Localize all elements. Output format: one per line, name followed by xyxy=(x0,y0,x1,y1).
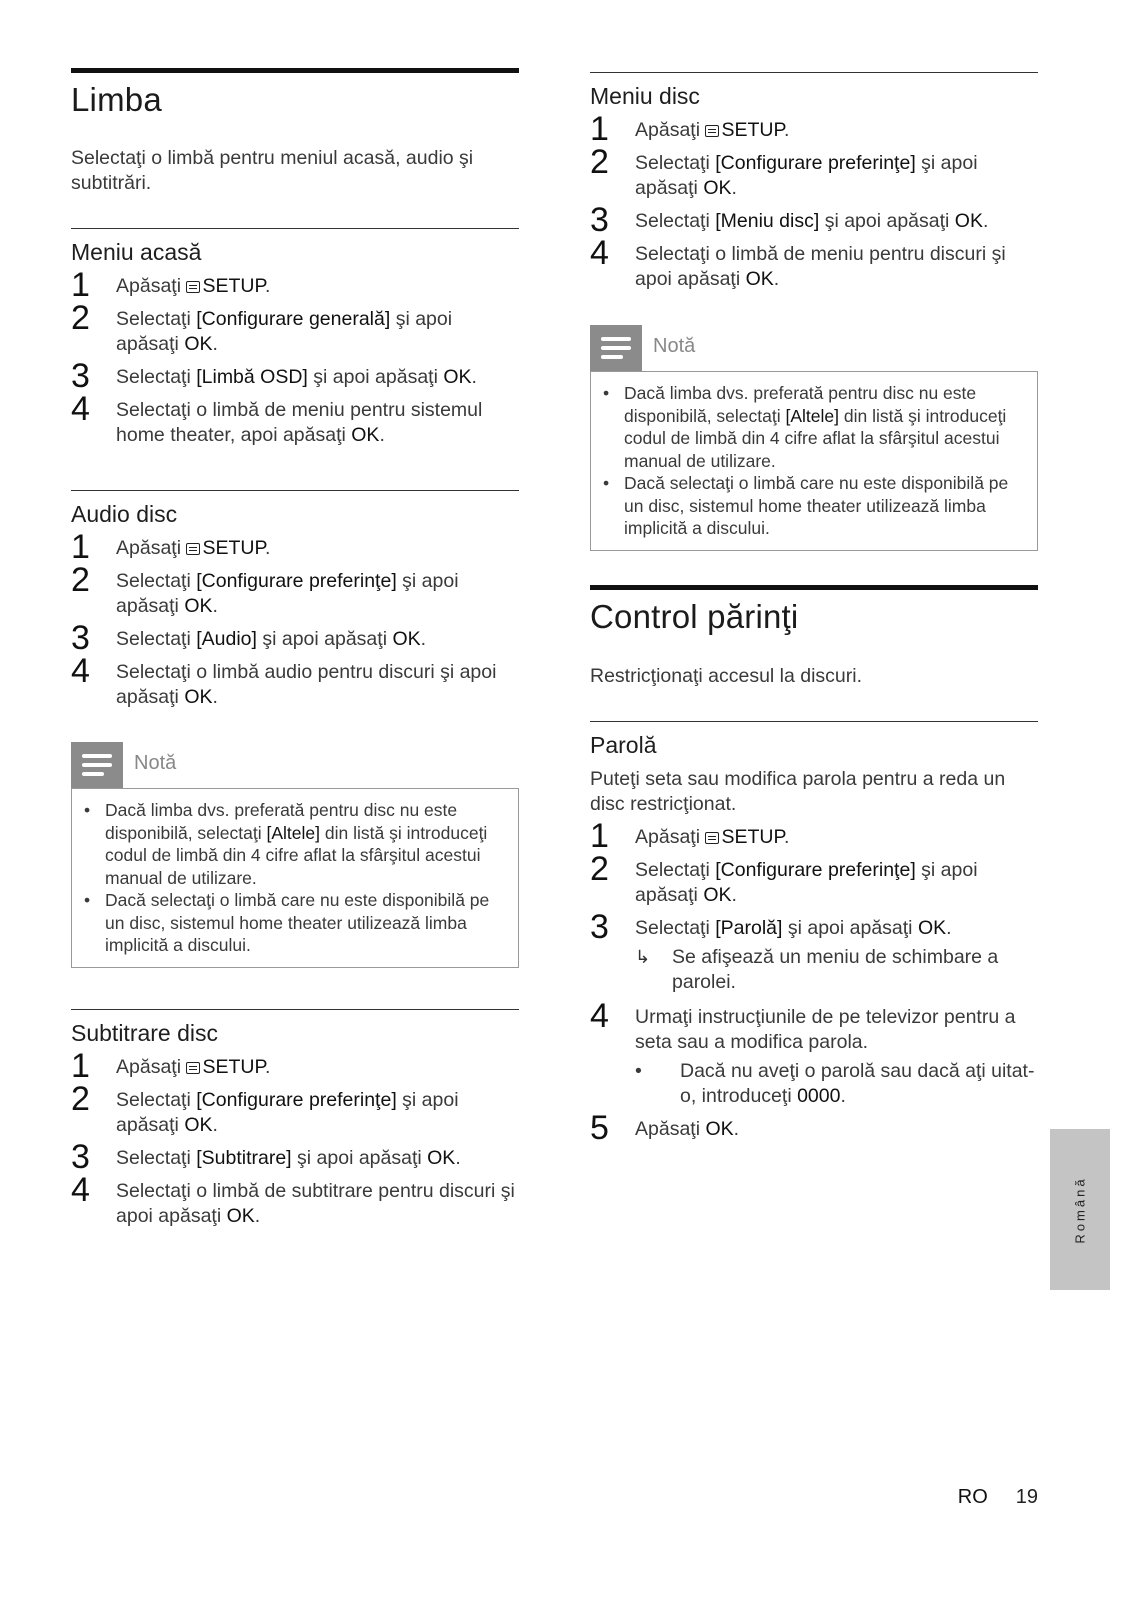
footer-language-code: RO xyxy=(957,1486,988,1508)
note-box xyxy=(71,742,519,968)
home-menu-title: Meniu acasă xyxy=(71,228,519,266)
note-icon xyxy=(590,325,642,371)
step: 1 Apăsaţi SETUP. xyxy=(71,266,271,304)
language-intro: Selectaţi o limbă pentru meniul acasă, audio şi subtitrări. xyxy=(71,147,474,194)
step-result: ↳ Se afişează un meniu de schimbare a parolei. xyxy=(635,946,999,993)
setup-icon xyxy=(186,1062,200,1074)
step: 3 Selectaţi [Parolă] şi apoi apăsaţi OK. xyxy=(590,908,952,946)
setup-icon xyxy=(186,543,200,555)
setup-icon xyxy=(705,125,719,137)
step: 2 Selectaţi [Configurare preferinţe] şi apoi apăsaţi OK. xyxy=(590,143,978,199)
page-number: 19 xyxy=(1015,1486,1038,1508)
subtitle-disc-section xyxy=(71,1009,519,1237)
step: 3 Selectaţi [Meniu disc] şi apoi apăsaţi OK. xyxy=(590,201,989,239)
disc-menu-section xyxy=(590,72,1038,300)
page-footer xyxy=(958,1486,1038,1509)
setup-icon xyxy=(186,281,200,293)
note-title: Notă xyxy=(653,335,696,357)
home-menu-section xyxy=(71,228,519,456)
step: 4 Selectaţi o limbă de subtitrare pentru discuri şi apoi apăsaţi OK. xyxy=(71,1171,515,1227)
result-arrow-icon: ↳ xyxy=(635,947,651,967)
step: 4 Selectaţi o limbă de meniu pentru discuri şi apoi apăsaţi OK. xyxy=(590,234,1006,290)
section-title-parental-control: Control părinţi xyxy=(590,585,1038,636)
audio-disc-section xyxy=(71,490,519,718)
step: 2 Selectaţi [Configurare preferinţe] şi apoi apăsaţi OK. xyxy=(590,850,978,906)
step: 1 Apăsaţi SETUP. xyxy=(71,1047,271,1085)
setup-icon xyxy=(705,832,719,844)
note-item: • Dacă selectaţi o limbă care nu este disponibilă pe un disc, sistemul home theater utilizează limba implicită a discului. xyxy=(603,473,1009,538)
password-section xyxy=(590,721,1038,1150)
password-intro: Puteţi seta sau modifica parola pentru a reda un disc restricţionat. xyxy=(590,768,1006,815)
section-title-language: Limba xyxy=(71,68,519,119)
note-item: • Dacă limba dvs. preferată pentru disc nu este disponibilă, selectaţi [Altele] din listă şi introduceţi codul de limbă din 4 cifre aflat la sfârşitul acestui manual de utilizare. xyxy=(84,800,488,888)
step: 4 Selectaţi o limbă audio pentru discuri şi apoi apăsaţi OK. xyxy=(71,652,497,708)
step: 4 Urmaţi instrucţiunile de pe televizor pentru a seta sau a modifica parola. xyxy=(590,997,1016,1053)
password-title: Parolă xyxy=(590,721,1038,759)
audio-disc-title: Audio disc xyxy=(71,490,519,528)
subtitle-disc-title: Subtitrare disc xyxy=(71,1009,519,1047)
step: 5 Apăsaţi OK. xyxy=(590,1109,740,1147)
language-side-tab: Română xyxy=(1050,1129,1110,1290)
note-item: • Dacă selectaţi o limbă care nu este disponibilă pe un disc, sistemul home theater utilizează limba implicită a discului. xyxy=(84,890,490,955)
step: 1 Apăsaţi SETUP. xyxy=(590,817,790,855)
step: 3 Selectaţi [Audio] şi apoi apăsaţi OK. xyxy=(71,619,427,657)
step: 2 Selectaţi [Configurare generală] şi apoi apăsaţi OK. xyxy=(71,299,453,355)
step: 1 Apăsaţi SETUP. xyxy=(71,528,271,566)
step: 2 Selectaţi [Configurare preferinţe] şi apoi apăsaţi OK. xyxy=(71,561,459,617)
step-bullet: • Dacă nu aveţi o parolă sau dacă aţi uitat-o, introduceţi 0000. xyxy=(635,1060,1035,1107)
parental-control-intro: Restricţionaţi accesul la discuri. xyxy=(590,665,863,687)
note-box xyxy=(590,325,1038,551)
note-icon xyxy=(71,742,123,788)
step: 2 Selectaţi [Configurare preferinţe] şi apoi apăsaţi OK. xyxy=(71,1080,459,1136)
note-item: • Dacă limba dvs. preferată pentru disc nu este disponibilă, selectaţi [Altele] din listă şi introduceţi codul de limbă din 4 cifre aflat la sfârşitul acestui manual de utilizare. xyxy=(603,383,1007,471)
step: 3 Selectaţi [Limbă OSD] şi apoi apăsaţi OK. xyxy=(71,357,477,395)
disc-menu-title: Meniu disc xyxy=(590,72,1038,110)
note-title: Notă xyxy=(134,752,177,774)
step: 4 Selectaţi o limbă de meniu pentru sistemul home theater, apoi apăsaţi OK. xyxy=(71,390,483,446)
step: 3 Selectaţi [Subtitrare] şi apoi apăsaţi OK. xyxy=(71,1138,461,1176)
step: 1 Apăsaţi SETUP. xyxy=(590,110,790,148)
